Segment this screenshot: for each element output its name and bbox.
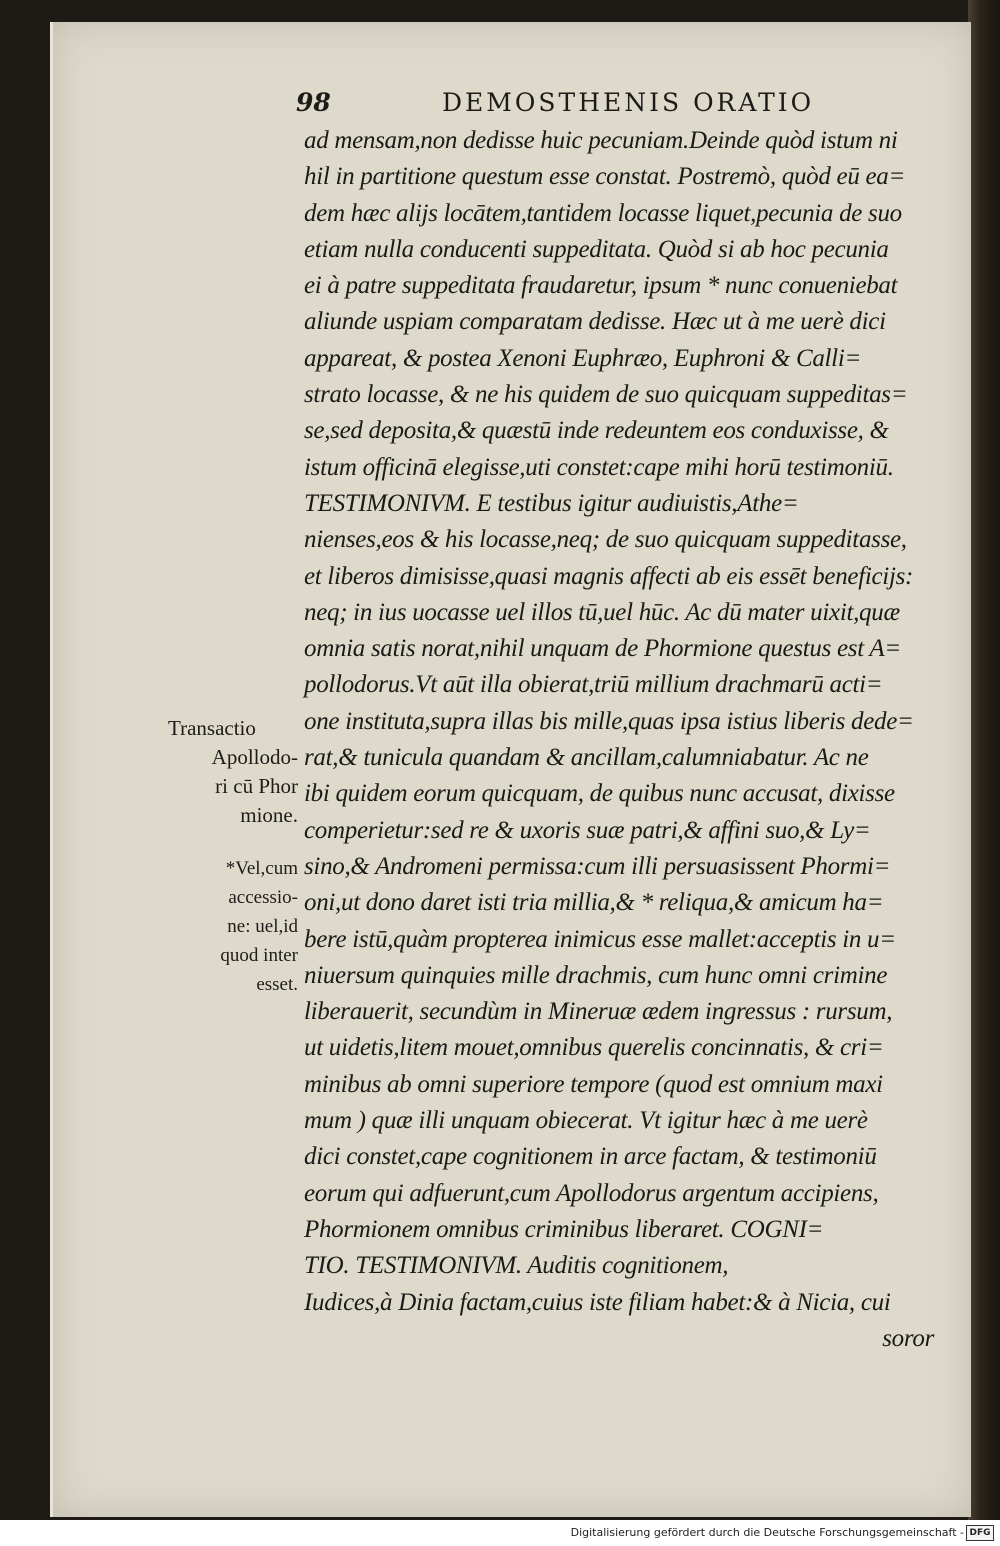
text-line: one instituta,supra illas bis mille,quas ipsa istius liberis dede= xyxy=(304,707,914,735)
text-line: minibus ab omni superiore tempore (quod est omnium maxi xyxy=(304,1070,883,1098)
margin-note-line: quod inter xyxy=(220,945,298,966)
text-line: bere istū,quàm propterea inimicus esse mallet:acceptis in u= xyxy=(304,925,896,953)
text-line: eorum qui adfuerunt,cum Apollodorus argentum accipiens, xyxy=(304,1179,879,1207)
text-line: ad mensam,non dedisse huic pecuniam.Deinde quòd istum ni xyxy=(304,127,898,154)
running-head xyxy=(296,88,866,120)
text-line: istum officinā elegisse,uti constet:cape mihi horū testimoniū. xyxy=(304,453,894,481)
text-line: pollodorus.Vt aūt illa obierat,triū millium drachmarū acti= xyxy=(304,671,883,699)
text-line: neq; in ius uocasse uel illos tū,uel hūc. Ac dū mater uixit,quæ xyxy=(304,598,900,626)
margin-note-line: Transactio xyxy=(168,716,256,740)
text-line: mum ) quæ illi unquam obiecerat. Vt igitur hæc à me uerè xyxy=(304,1107,868,1135)
margin-notes xyxy=(168,714,298,999)
book-spine-edge xyxy=(968,0,1000,1520)
text-line: Phormionem omnibus criminibus liberaret. COGNI= xyxy=(304,1215,824,1243)
footer-credit-text: Digitalisierung gefördert durch die Deutsche Forschungsgemeinschaft - xyxy=(570,1526,964,1539)
text-line: rat,& tunicula quandam & ancillam,calumniabatur. Ac ne xyxy=(304,744,869,772)
margin-note-line: ri cū Phor xyxy=(215,774,298,798)
text-line: ei à patre suppeditata fraudaretur, ipsum * nunc conueniebat xyxy=(304,272,898,300)
text-line: hil in partitione questum esse constat. Postremò, quòd eū ea= xyxy=(304,163,906,191)
margin-note-line: accessio- xyxy=(228,887,298,908)
margin-note-line: ne: uel,id xyxy=(227,916,298,937)
text-line: dem hæc alijs locātem,tantidem locasse liquet,pecunia de suo xyxy=(304,199,902,227)
text-line: ibi quidem eorum quicquam, de quibus nunc accusat, dixisse xyxy=(304,780,895,808)
text-line: TESTIMONIVM. E testibus igitur audiuistis,Athe= xyxy=(304,489,799,517)
text-line: etiam nulla conducenti suppeditata. Quòd si ab hoc pecunia xyxy=(304,235,889,263)
margin-note-line: mione. xyxy=(240,803,298,827)
text-line: sino,& Andromeni permissa:cum illi persuasissent Phormi= xyxy=(304,852,891,880)
text-line: oni,ut dono daret isti tria millia,& * reliqua,& amicum ha= xyxy=(304,889,884,917)
dfg-logo: DFG xyxy=(966,1525,994,1541)
text-line: liberauerit, secundùm in Mineruæ ædem ingressus : rursum, xyxy=(304,998,893,1026)
text-line: Iudices,à Dinia factam,cuius iste filiam habet:& à Nicia, cui xyxy=(304,1288,891,1316)
margin-note-line: esset. xyxy=(256,974,298,995)
margin-note-line: *Vel,cum xyxy=(225,858,298,879)
text-line: omnia satis norat,nihil unquam de Phormione questus est A= xyxy=(304,635,901,663)
text-line: ut uidetis,litem mouet,omnibus querelis concinnatis, & cri= xyxy=(304,1034,884,1062)
text-line: dici constet,cape cognitionem in arce factam, & testimoniū xyxy=(304,1143,877,1171)
digitization-footer xyxy=(0,1520,1000,1546)
margin-note-line: Apollodo- xyxy=(211,745,298,769)
text-line: et liberos dimisisse,quasi magnis affecti ab eis essēt beneficijs: xyxy=(304,562,914,590)
text-line: comperietur:sed re & uxoris suæ patri,& affini suo,& Ly= xyxy=(304,816,871,844)
text-line: TIO. TESTIMONIVM. Auditis cognitionem, xyxy=(304,1252,729,1280)
catchword: soror xyxy=(882,1324,934,1352)
main-text-block xyxy=(304,123,954,1357)
text-line: niuersum quinquies mille drachmis, cum hunc omni crimine xyxy=(304,961,888,989)
text-line: strato locasse, & ne his quidem de suo quicquam suppeditas= xyxy=(304,381,908,409)
text-line: aliunde uspiam comparatam dedisse. Hæc ut à me uerè dici xyxy=(304,308,886,336)
margin-note-transactio xyxy=(168,714,298,830)
text-line: nienses,eos & his locasse,neq; de suo quicquam suppeditasse, xyxy=(304,526,907,554)
page-number: 98 xyxy=(296,88,331,117)
text-line: se,sed deposita,& quæstū inde redeuntem eos conduxisse, & xyxy=(304,417,889,445)
running-title: DEMOSTHENIS ORATIO xyxy=(442,88,815,117)
text-line: appareat, & postea Xenoni Euphræo, Euphroni & Calli= xyxy=(304,344,862,372)
margin-note-variant-reading xyxy=(168,854,298,999)
